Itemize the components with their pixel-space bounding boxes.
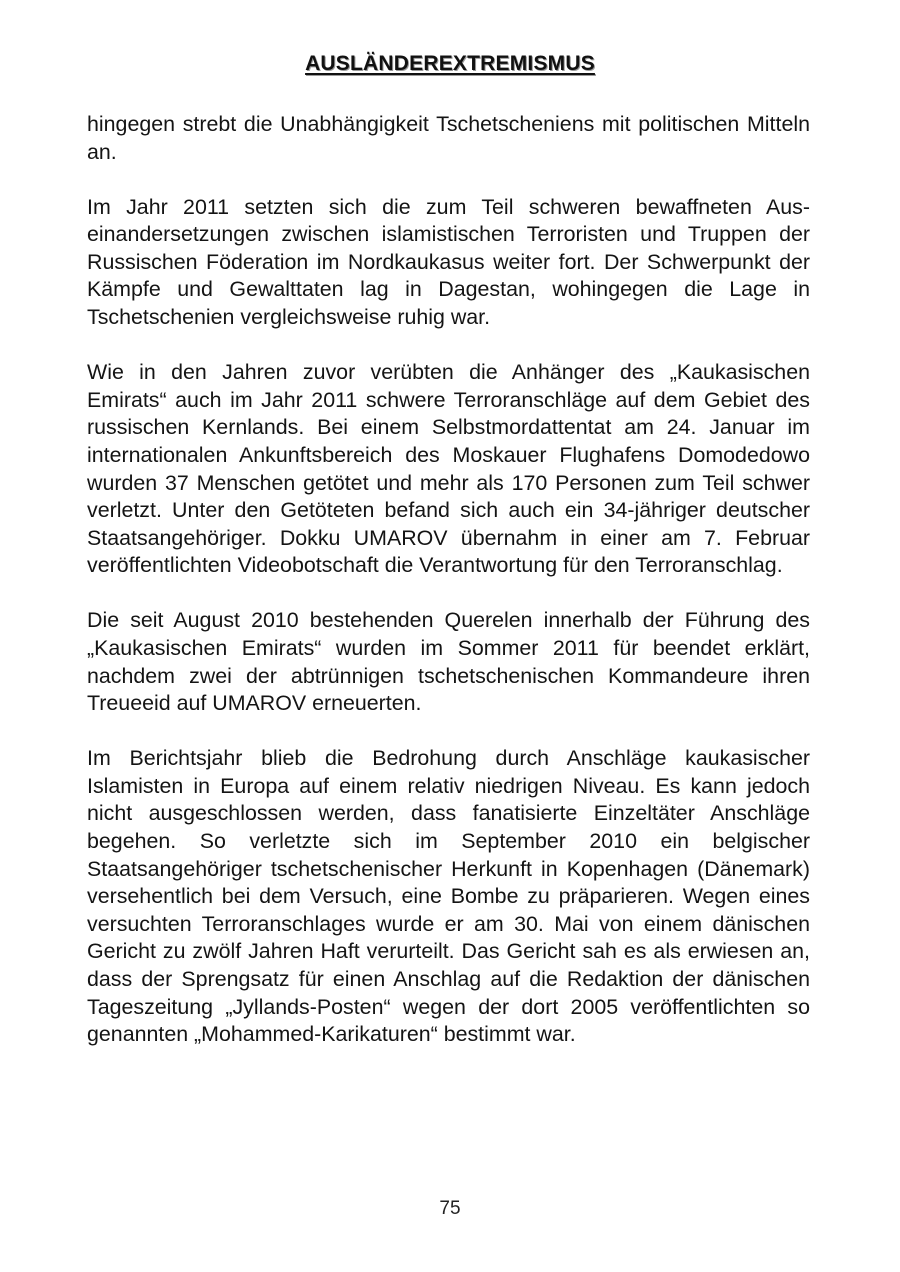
paragraph-4: Die seit August 2010 bestehenden Querelen innerhalb der Führung des „Kaukasischen Emirats“ wurden im Sommer 2011 für beendet erklärt, nachdem zwei der abtrünnigen tschetschenischen Kommandeure ihren Treueeid auf UMAROV erneuerten.	[87, 608, 810, 716]
paragraph-2: Im Jahr 2011 setzten sich die zum Teil schweren bewaffneten Auseinandersetzungen zwischen islamistischen Terroristen und Truppen der Russischen Föderation im Nordkaukasus weiter fort. Der Schwerpunkt der Kämpfe und Gewalttaten lag in Dagestan, wohingegen die Lage in Tschetschenien vergleichsweise ruhig war.	[87, 194, 810, 330]
paragraph-5: Im Berichtsjahr blieb die Bedrohung durch Anschläge kaukasischer Islamisten in Europa auf einem relativ niedrigen Niveau. Es kann jedoch nicht ausgeschlossen werden, dass fanatisierte Einzeltäter Anschläge begehen. So verletzte sich im September 2010 ein belgischer Staatsangehöriger tschetschenischer Herkunft in Kopenhagen (Dänemark) versehentlich bei dem Versuch, eine Bombe zu präparieren. Wegen eines versuchten Terroranschlages wurde er am 30. Mai von einem dänischen Gericht zu zwölf Jahren Haft verurteilt. Das Gericht sah es als erwiesen an, dass der Sprengsatz für einen Anschlag auf die Redaktion der dänischen Tageszeitung „Jyllands-Posten“ wegen der dort 2005 veröffentlichten so genannten „Mohammed-Karikaturen“ bestimmt war.	[87, 746, 810, 1047]
body-text	[87, 111, 810, 1076]
paragraph-3: Wie in den Jahren zuvor verübten die Anhänger des „Kaukasischen Emirats“ auch im Jahr 2011 schwere Terroranschläge auf dem Gebiet des russischen Kernlands. Bei einem Selbstmordattentat am 24. Januar im internationalen Ankunftsbereich des Moskauer Flughafens Domodedowo wurden 37 Menschen getötet und mehr als 170 Personen zum Teil schwer verletzt. Unter den Getöteten befand sich auch ein 34-jähriger deutscher Staatsangehöriger. Dokku UMAROV übernahm in einer am 7. Februar veröffentlichten Videobotschaft die Verantwortung für den Terroranschlag.	[87, 360, 810, 578]
paragraph-1: hingegen strebt die Unabhängigkeit Tschetscheniens mit politischen Mitteln an.	[87, 112, 810, 164]
running-header: AUSLÄNDEREXTREMISMUS	[305, 52, 595, 75]
page-number: 75	[439, 1198, 461, 1219]
